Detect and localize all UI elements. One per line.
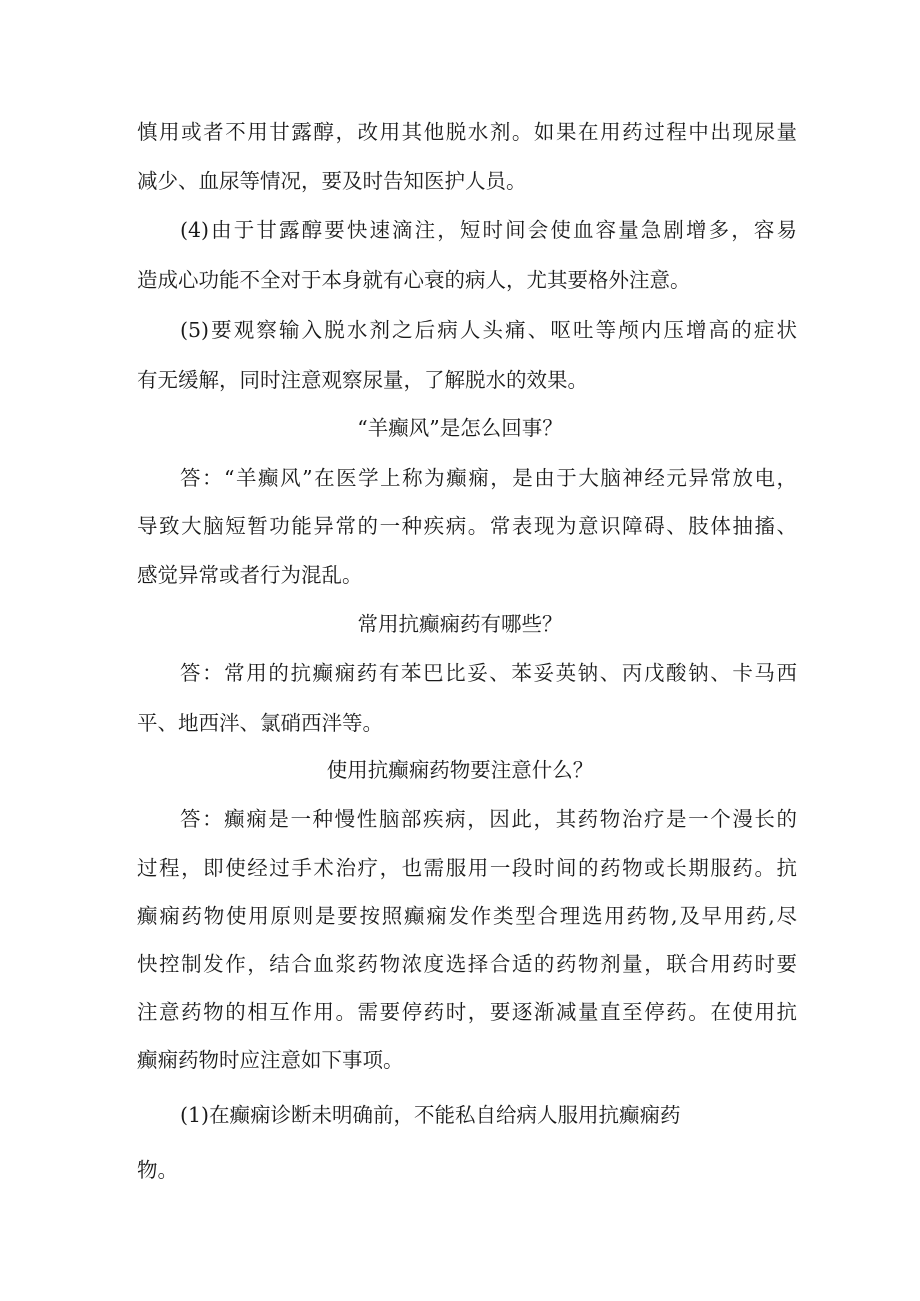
section-heading: 使用抗癫痫药物要注意什么？ <box>326 758 594 782</box>
paragraph-line: (1)在癫痫诊断未明确前，不能私自给病人服用抗癫痫药 <box>180 1103 681 1127</box>
paragraph-line: 有无缓解，同时注意观察尿量，了解脱水的效果。 <box>137 368 588 392</box>
paragraph-line: 过程，即使经过手术治疗，也需服用一段时间的药物或长期服药。抗 <box>137 856 797 880</box>
section-heading: 常用抗癫痫药有哪些？ <box>357 612 563 636</box>
paragraph-line: (5)要观察输入脱水剂之后病人头痛、呕吐等颅内压增高的症状 <box>180 318 797 342</box>
paragraph-line: 平、地西泮、氯硝西泮等。 <box>137 711 383 735</box>
paragraph-line: 癫痫药物时应注意如下事项。 <box>137 1048 404 1072</box>
paragraph-line: 注意药物的相互作用。需要停药时，要逐渐减量直至停药。在使用抗 <box>137 1000 797 1024</box>
paragraph-line: 答：癫痫是一种慢性脑部疾病，因此，其药物治疗是一个漫长的 <box>180 807 797 831</box>
section-heading: “羊癫风”是怎么回事？ <box>357 416 563 440</box>
paragraph-line: 答：“羊癫风”在医学上称为癫痫，是由于大脑神经元异常放电， <box>180 466 797 490</box>
paragraph-line: 减少、血尿等情况，要及时告知医护人员。 <box>137 169 527 193</box>
paragraph-line: 导致大脑短暂功能异常的一种疾病。常表现为意识障碍、肢体抽搐、 <box>137 514 797 538</box>
paragraph-line: 物。 <box>137 1158 178 1182</box>
paragraph-line: (4)由于甘露醇要快速滴注，短时间会使血容量急剧增多，容易 <box>180 218 797 242</box>
paragraph-line: 癫痫药物使用原则是要按照癫痫发作类型合理选用药物,及早用药,尽 <box>137 904 797 928</box>
paragraph-line: 答：常用的抗癫痫药有苯巴比妥、苯妥英钠、丙戊酸钠、卡马西 <box>180 661 797 685</box>
paragraph-line: 感觉异常或者行为混乱。 <box>137 563 363 587</box>
paragraph-line: 慎用或者不用甘露醇，改用其他脱水剂。如果在用药过程中出现尿量 <box>137 120 797 144</box>
paragraph-line: 造成心功能不全对于本身就有心衰的病人，尤其要格外注意。 <box>137 268 691 292</box>
paragraph-line: 快控制发作，结合血浆药物浓度选择合适的药物剂量，联合用药时要 <box>137 952 797 976</box>
